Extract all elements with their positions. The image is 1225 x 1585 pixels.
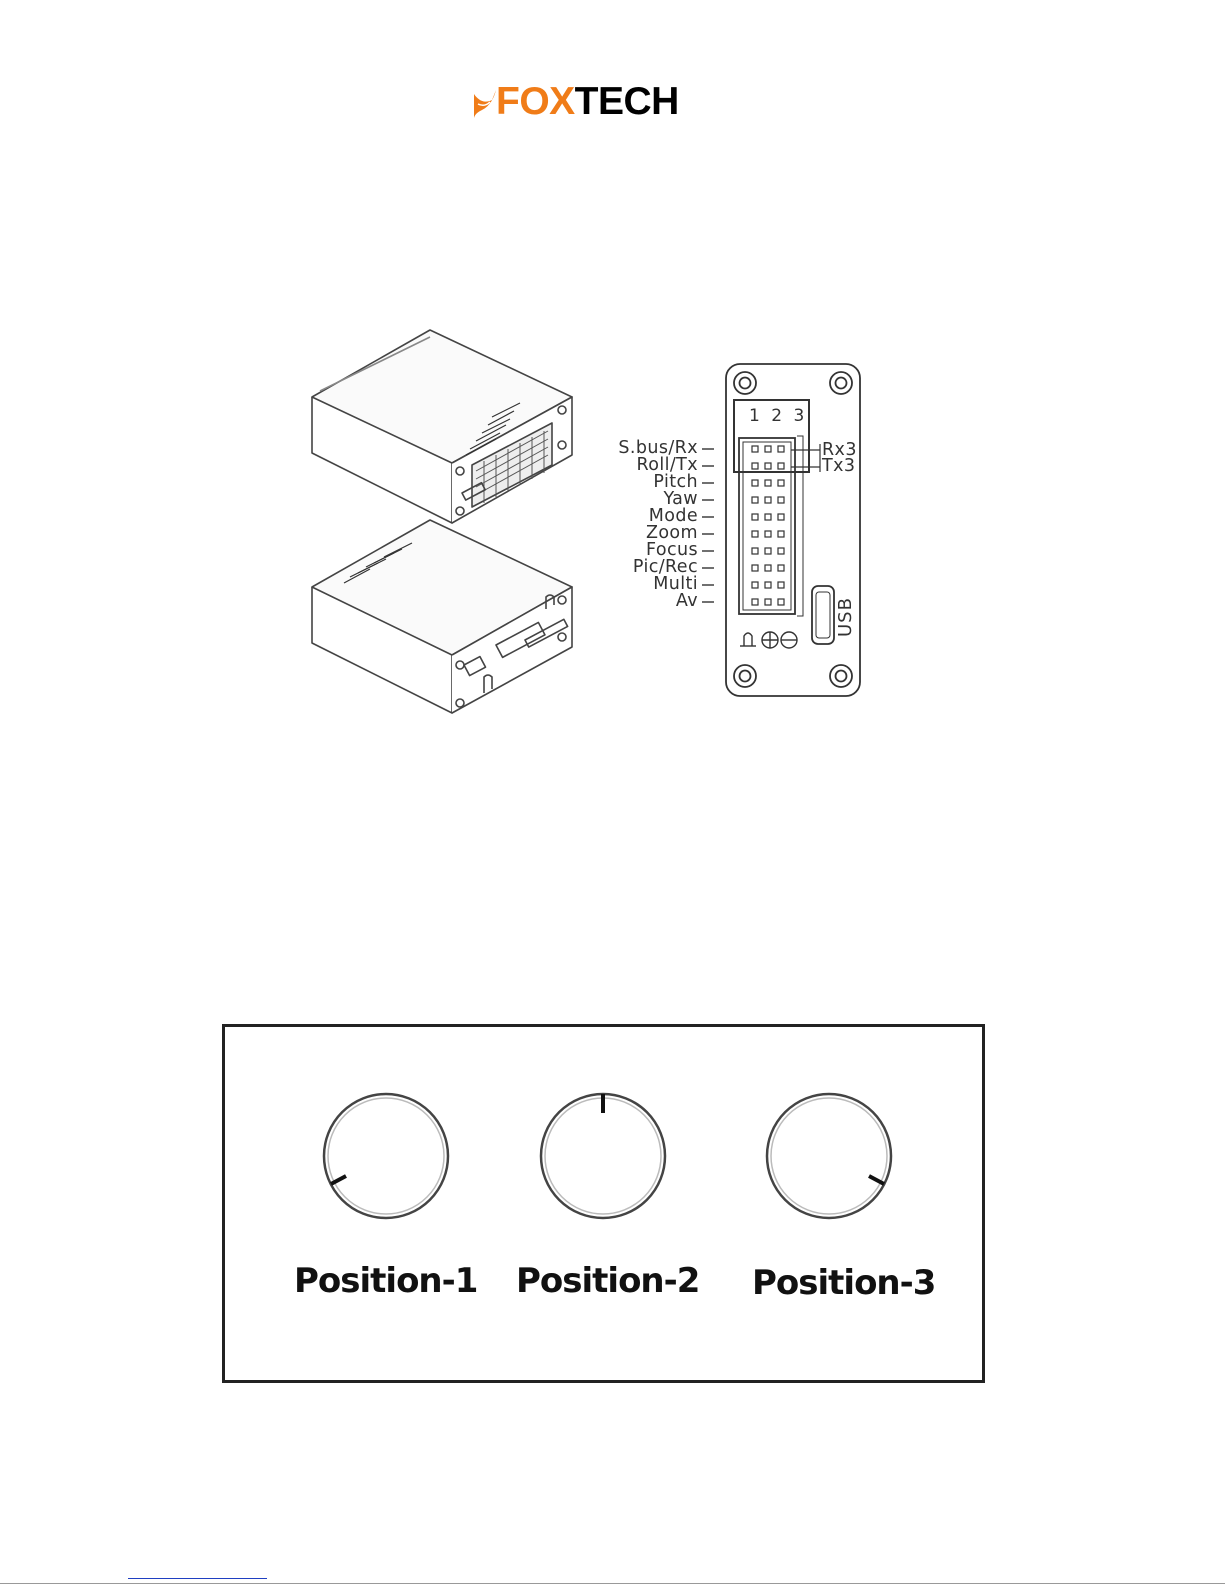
pinout-board-diagram [598, 360, 868, 705]
usb-port-label: USB [835, 597, 856, 637]
pin-label-av: Av [675, 591, 698, 611]
logo-text-tech: TECH [574, 80, 679, 123]
position-3-label: Position-3 [752, 1263, 936, 1303]
knob-positions-panel [222, 1024, 985, 1383]
position-1-label: Position-1 [294, 1261, 478, 1301]
footer-divider [0, 1583, 1225, 1584]
pin-label-focus: Focus [646, 540, 698, 560]
pin-label-yaw: Yaw [663, 489, 698, 509]
side-label-rx3: Rx3 [822, 440, 857, 460]
position-2-label: Position-2 [516, 1261, 700, 1301]
footer-link-underline[interactable] [128, 1578, 267, 1579]
side-label-tx3: Tx3 [822, 456, 856, 476]
column-numbers: 1 2 3 [749, 406, 808, 426]
logo-wordmark [496, 82, 679, 122]
pin-label-multi: Multi [653, 574, 698, 594]
logo-text-fox: FOX [496, 80, 575, 123]
knob-position-2-icon [536, 1089, 670, 1223]
pin-label-mode: Mode [648, 506, 698, 526]
device-isometric-drawings [300, 325, 585, 715]
pin-label-pitch: Pitch [653, 472, 698, 492]
knob-position-3-icon [762, 1089, 896, 1223]
pin-label-zoom: Zoom [645, 523, 698, 543]
knob-position-1-icon [319, 1089, 453, 1223]
pin-label-pic-rec: Pic/Rec [632, 557, 698, 577]
pin-label-roll-tx: Roll/Tx [636, 455, 698, 475]
pin-label-sbus-rx: S.bus/Rx [618, 438, 698, 458]
